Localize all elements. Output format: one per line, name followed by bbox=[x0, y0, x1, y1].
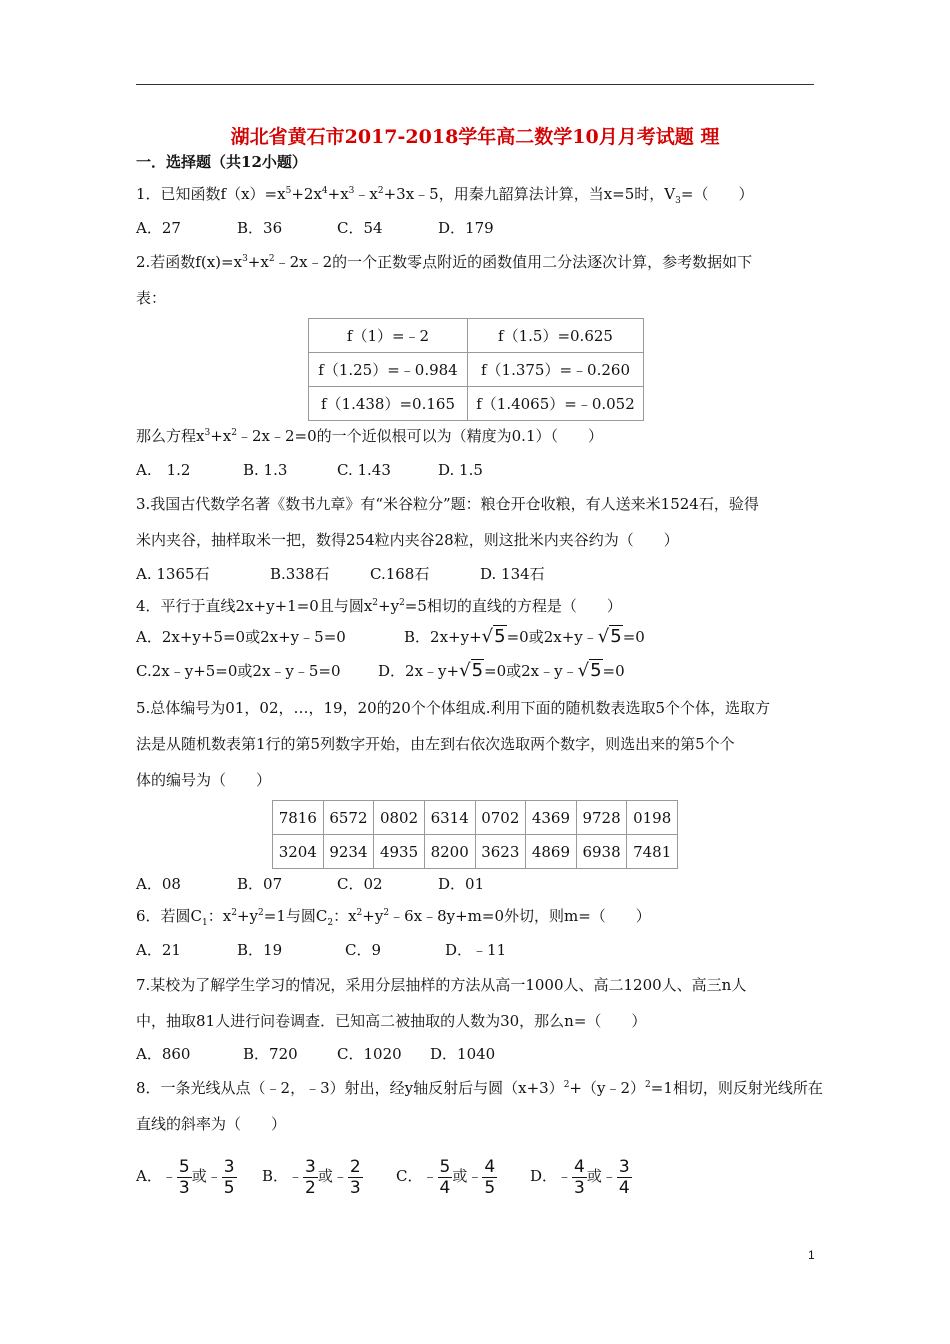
table-row bbox=[309, 353, 644, 387]
header-rule bbox=[136, 84, 814, 85]
random-number-table bbox=[272, 800, 678, 869]
q8-option-d: D．﹣ $\frac{4}{3}$ 或﹣ $\frac{3}{4}$ bbox=[530, 1156, 630, 1198]
question-7-line2: 中，抽取81人进行问卷调查．已知高二被抽取的人数为30，那么n=（ ） bbox=[136, 1012, 647, 1030]
sqrt-symbol: √5 bbox=[481, 626, 506, 647]
table-cell: 3204 bbox=[273, 835, 324, 869]
q4-option-d: D．2x﹣y+√5=0或2x﹣y﹣√5=0 bbox=[378, 660, 625, 681]
q7-option-b: B．720 bbox=[243, 1045, 298, 1063]
question-3-line1: 3.我国古代数学名著《数书九章》有“米谷粒分”题：粮仓开仓收粮，有人送来米1524石，验得 bbox=[136, 495, 759, 513]
q3-option-b: B.338石 bbox=[270, 565, 330, 583]
table-cell: 0802 bbox=[374, 801, 425, 835]
sqrt-symbol: √5 bbox=[459, 660, 484, 681]
q2-option-d: D. 1.5 bbox=[438, 461, 483, 479]
q1-option-c: C．54 bbox=[337, 219, 383, 237]
q6-option-c: C．9 bbox=[345, 941, 382, 959]
q7-option-c: C．1020 bbox=[337, 1045, 402, 1063]
bisection-table bbox=[308, 318, 644, 421]
q8-option-a: A．﹣ $\frac{5}{3}$ 或﹣ $\frac{3}{5}$ bbox=[136, 1156, 235, 1198]
question-6: 6．若圆$C_1$：$x^2+y^2=1$与圆$C_2$：$x^2+y^2﹣6x﹣8y+m=0$外切，则m=（ ） bbox=[136, 907, 651, 928]
table-cell: 7481 bbox=[627, 835, 678, 869]
table-cell: 9728 bbox=[576, 801, 627, 835]
table-cell: f（1.438）=0.165 bbox=[309, 387, 468, 421]
page-number: 1 bbox=[808, 1248, 815, 1262]
table-cell: 9234 bbox=[323, 835, 374, 869]
table-cell: 0198 bbox=[627, 801, 678, 835]
question-8-line1: 8．一条光线从点（﹣2，﹣3）射出，经y轴反射后与圆$(x+3)^2+(y﹣2)^2=1$相切，则反射光线所在 bbox=[136, 1079, 823, 1097]
table-cell: 0702 bbox=[475, 801, 526, 835]
page-title: 湖北省黄石市2017-2018学年高二数学10月月考试题 理 bbox=[230, 126, 720, 148]
table-cell: 7816 bbox=[273, 801, 324, 835]
q1-option-a: A．27 bbox=[136, 219, 181, 237]
q6-option-b: B．19 bbox=[237, 941, 283, 959]
q2-option-c: C. 1.43 bbox=[337, 461, 391, 479]
table-row bbox=[273, 801, 678, 835]
q3-option-c: C.168石 bbox=[370, 565, 430, 583]
table-cell: f（1.25）=﹣0.984 bbox=[309, 353, 468, 387]
fraction: $\frac{3}{4}$ bbox=[618, 1156, 630, 1198]
q8-option-c: C．﹣ $\frac{5}{4}$ 或﹣ $\frac{4}{5}$ bbox=[396, 1156, 496, 1198]
fraction: $\frac{3}{2}$ bbox=[305, 1156, 316, 1198]
question-2-line2: 表： bbox=[136, 289, 167, 307]
table-row bbox=[309, 319, 644, 353]
table-cell: 4935 bbox=[374, 835, 425, 869]
fraction: $\frac{5}{3}$ bbox=[178, 1156, 190, 1198]
table-cell: 6572 bbox=[323, 801, 374, 835]
question-5-line3: 体的编号为（ ） bbox=[136, 771, 272, 789]
sqrt-symbol: √5 bbox=[577, 660, 602, 681]
question-5-line2: 法是从随机数表第1行的第5列数字开始，由左到右依次选取两个数字，则选出来的第5个个 bbox=[136, 735, 735, 753]
table-cell: 8200 bbox=[424, 835, 475, 869]
question-4: 4．平行于直线2x+y+1=0且与圆$x^2+y^2=5$相切的直线的方程是（ ） bbox=[136, 597, 622, 615]
table-cell: 6314 bbox=[424, 801, 475, 835]
question-8-line2: 直线的斜率为（ ） bbox=[136, 1115, 287, 1133]
sqrt-symbol: √5 bbox=[597, 626, 622, 647]
fraction: $\frac{4}{3}$ bbox=[574, 1156, 585, 1198]
question-2-prompt: 那么方程$x^3+x^2﹣2x﹣2=0$的一个近似根可以为（精度为0.1）（ ） bbox=[136, 427, 603, 445]
table-cell: 4869 bbox=[526, 835, 577, 869]
q5-option-b: B．07 bbox=[237, 875, 283, 893]
q5-option-d: D．01 bbox=[438, 875, 485, 893]
q2-option-b: B. 1.3 bbox=[243, 461, 288, 479]
question-5-line1: 5.总体编号为01，02，…，19，20的20个个体组成.利用下面的随机数表选取5个个体，选取方 bbox=[136, 699, 771, 717]
q5-option-a: A．08 bbox=[136, 875, 181, 893]
question-3-line2: 米内夹谷，抽样取米一把，数得254粒内夹谷28粒，则这批米内夹谷约为（ ） bbox=[136, 531, 679, 549]
table-cell: f（1.5）=0.625 bbox=[468, 319, 644, 353]
table-cell: 3623 bbox=[475, 835, 526, 869]
table-cell: f（1.375）=﹣0.260 bbox=[468, 353, 644, 387]
q4-option-c: C.2x﹣y+5=0或2x﹣y﹣5=0 bbox=[136, 662, 341, 680]
q4-option-a: A．2x+y+5=0或2x+y﹣5=0 bbox=[136, 628, 346, 646]
q3-option-d: D. 134石 bbox=[480, 565, 545, 583]
fraction: $\frac{3}{5}$ bbox=[223, 1156, 235, 1198]
table-row bbox=[273, 835, 678, 869]
table-cell: f（1.4065）=﹣0.052 bbox=[468, 387, 644, 421]
table-row bbox=[309, 387, 644, 421]
table-cell: 4369 bbox=[526, 801, 577, 835]
q6-option-d: D．﹣11 bbox=[445, 941, 507, 959]
fraction: $\frac{5}{4}$ bbox=[439, 1156, 451, 1198]
question-2-line1: 2.若函数$f(x)=x^3+x^2﹣2x﹣2$的一个正数零点附近的函数值用二分法逐次计算，参考数据如下 bbox=[136, 253, 753, 271]
section-heading: 一．选择题（共12小题） bbox=[136, 153, 307, 171]
fraction: $\frac{2}{3}$ bbox=[349, 1156, 361, 1198]
q2-option-a: A. 1.2 bbox=[136, 461, 191, 479]
q3-option-a: A. 1365石 bbox=[136, 565, 210, 583]
q4-option-b: B．2x+y+√5=0或2x+y﹣√5=0 bbox=[404, 626, 645, 647]
q7-option-d: D．1040 bbox=[430, 1045, 496, 1063]
q6-option-a: A．21 bbox=[136, 941, 181, 959]
q7-option-a: A．860 bbox=[136, 1045, 191, 1063]
question-7-line1: 7.某校为了解学生学习的情况，采用分层抽样的方法从高一1000人、高二1200人、高三n人 bbox=[136, 976, 747, 994]
question-1: 1．已知函数$f(x)=x^5+2x^4+x^3﹣x^2+3x﹣5$，用秦九韶算法计算，当x=5时，$V_3=$（ ） bbox=[136, 185, 754, 206]
table-cell: f（1）=﹣2 bbox=[309, 319, 468, 353]
fraction: $\frac{4}{5}$ bbox=[484, 1156, 496, 1198]
q1-option-d: D．179 bbox=[438, 219, 494, 237]
q1-option-b: B．36 bbox=[237, 219, 283, 237]
q5-option-c: C．02 bbox=[337, 875, 383, 893]
table-cell: 6938 bbox=[576, 835, 627, 869]
q8-option-b: B．﹣ $\frac{3}{2}$ 或﹣ $\frac{2}{3}$ bbox=[262, 1156, 361, 1198]
